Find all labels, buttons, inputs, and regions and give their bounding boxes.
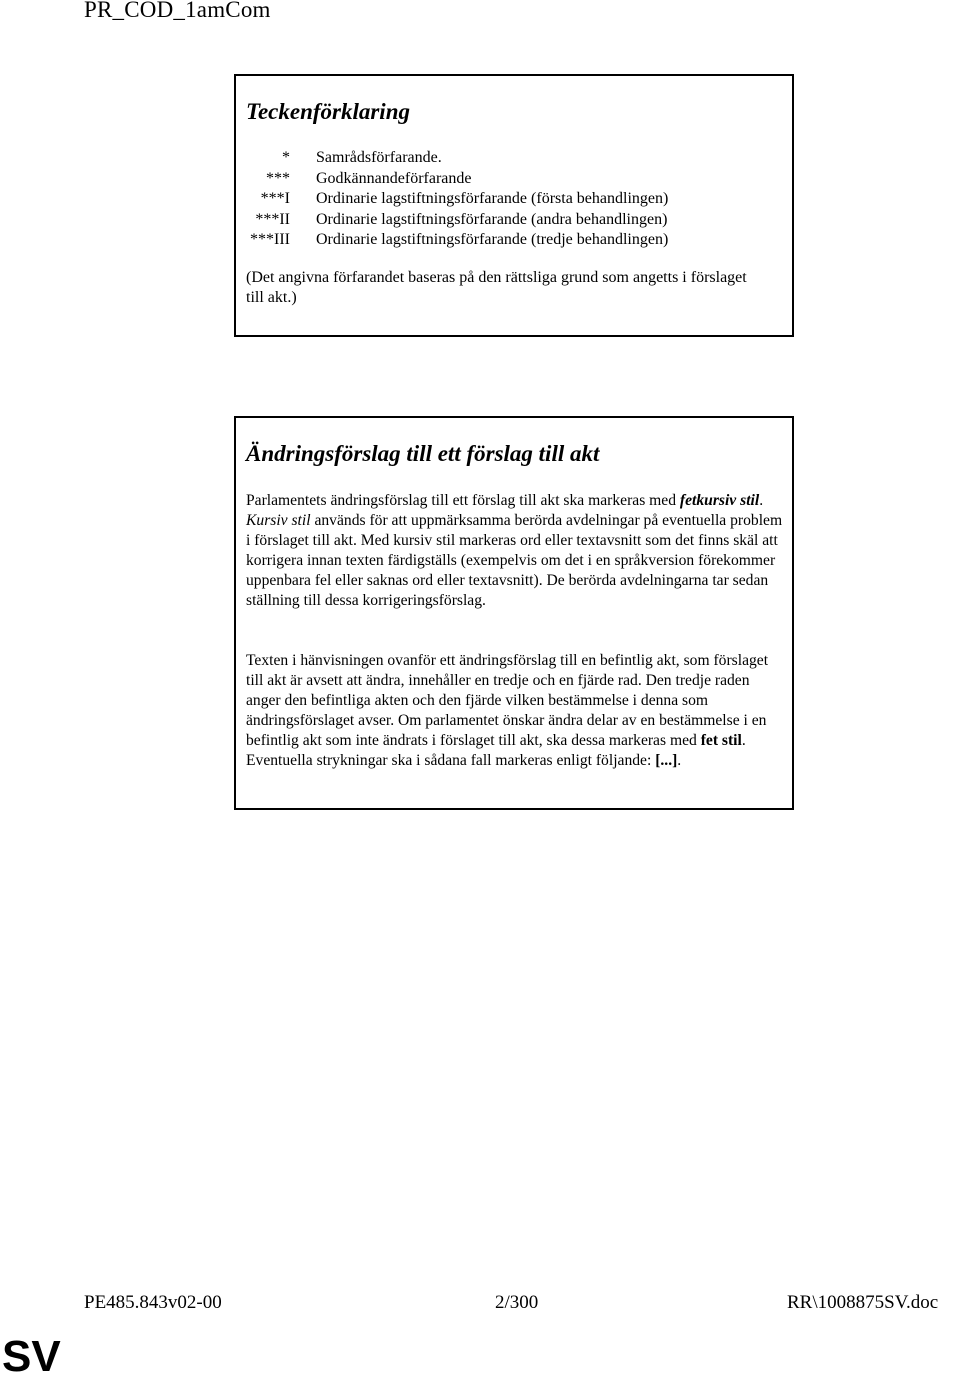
text-run: . <box>759 492 764 509</box>
legend-symbol: ***I <box>260 190 290 207</box>
bold-term: fet stil <box>700 732 742 749</box>
legend-symbol: *** <box>266 169 290 187</box>
amendments-heading: Ändringsförslag till ett förslag till akt <box>246 441 600 466</box>
amendments-paragraph-2 <box>246 651 786 771</box>
legend-item <box>236 230 792 251</box>
legend-item <box>236 148 792 169</box>
legend-description: Godkännandeförfarande <box>316 169 472 187</box>
legend-box <box>234 74 794 337</box>
bold-deletion-marker: [...] <box>655 752 678 769</box>
legend-heading: Teckenförklaring <box>246 99 410 124</box>
legend-item <box>236 189 792 210</box>
legend-item <box>236 210 792 231</box>
text-run: Texten i hänvisningen ovanför ett ändringsförslag till en befintlig akt, som förslaget till akt är avsett att ändra, innehåller en tredje och en fjärde rad. Den tredje raden anger den befintliga akten och den fjärde vilken bestämmelse i denna som ändringsförslaget avser. Om parlamentet önskar ändra delar av en bestämmelse i en befintlig akt som inte ändrats i förslaget till akt, ska dessa markeras med <box>246 652 769 749</box>
legend-description: Ordinarie lagstiftningsförfarande (tredje behandlingen) <box>316 231 669 248</box>
text-run: Parlamentets ändringsförslag till ett förslag till akt ska markeras med <box>246 492 680 509</box>
amendments-paragraph-1 <box>246 491 786 611</box>
legend-note: (Det angivna förfarandet baseras på den rättsliga grund som angetts i förslaget till akt.) <box>246 269 747 306</box>
amendments-box <box>234 416 794 810</box>
legend-description: Ordinarie lagstiftningsförfarande (andra behandlingen) <box>316 210 668 228</box>
italic-term: Kursiv stil <box>246 512 311 529</box>
legend-list <box>236 148 792 251</box>
footer-document-number: PE485.843v02-00 <box>84 1292 222 1313</box>
document-header-title: PR_COD_1amCom <box>84 0 271 22</box>
legend-symbol: * <box>282 149 290 166</box>
legend-description: Samrådsförfarande. <box>316 149 442 166</box>
footer-page-number: 2/300 <box>495 1292 539 1313</box>
footer-file-name: RR\1008875SV.doc <box>787 1292 939 1313</box>
legend-description: Ordinarie lagstiftningsförfarande (första behandlingen) <box>316 190 669 207</box>
legend-symbol: ***III <box>250 231 290 248</box>
text-run: . <box>677 752 682 769</box>
bold-italic-term: fetkursiv stil <box>679 492 760 509</box>
text-run: . Eventuella strykningar ska i sådana fall markeras enligt följande: <box>246 732 746 769</box>
text-run: används för att uppmärksamma berörda avdelningar på eventuella problem i förslaget till akt. Med kursiv stil markeras ord eller textavsnitt som det finns skäl att korrigera innan texten färdigställs (exempelvis om det i en språkversion förekommer uppenbara fel eller saknas ord eller textavsnitt). De berörda avdelningarna tar sedan ställning till dessa korrigeringsförslag. <box>246 512 783 609</box>
legend-item <box>236 169 792 190</box>
legend-symbol: ***II <box>255 210 290 228</box>
language-code: SV <box>2 1332 61 1381</box>
